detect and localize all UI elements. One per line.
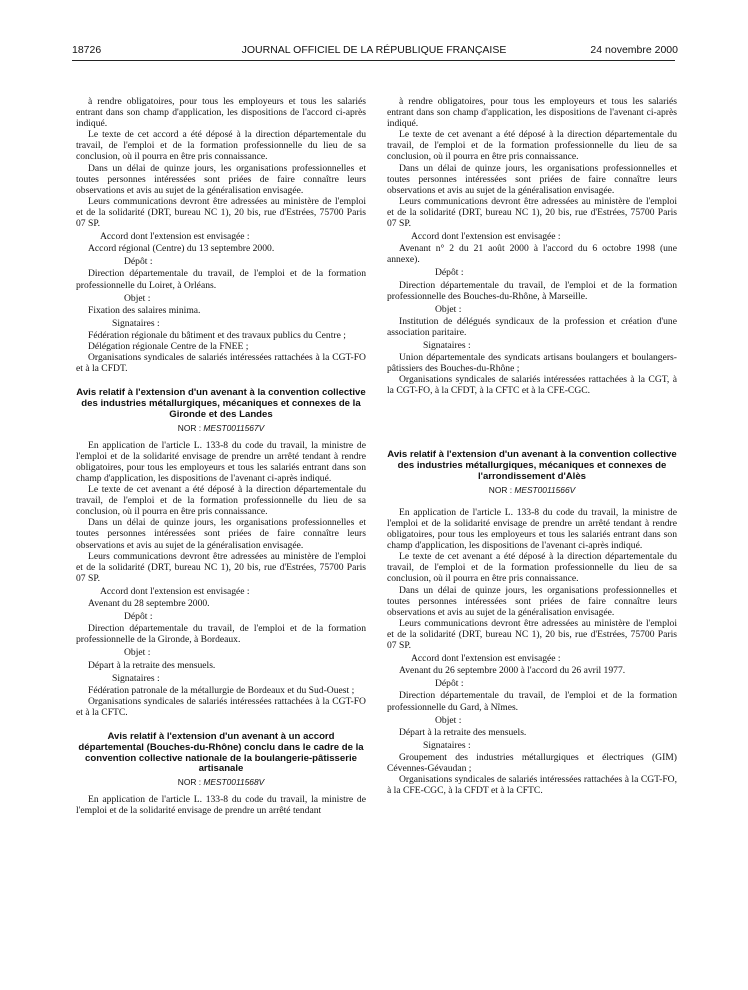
body-paragraph: En application de l'article L. 133-8 du code du travail, la ministre de l'emploi et de la solidarité envisage de prendre un arrêté tendant (76, 794, 366, 817)
left-column (76, 96, 366, 816)
section-label: Signataires : (112, 317, 160, 329)
notice-title: Avis relatif à l'extension d'un avenant à la convention collective des industries métallurgiques, mécaniques et connexes de la Gironde et des Landes (76, 387, 366, 420)
body-paragraph: Le texte de cet accord a été déposé à la direction départementale du travail, de l'emploi et de la formation professionnelle du lieu de sa conclusion, où il pourra en être pris connaissance. (76, 129, 366, 163)
section-label: Accord dont l'extension est envisagée : (100, 231, 250, 243)
depot-text: Direction départementale du travail, de l'emploi et de la formation professionnelle du Gard, à Nîmes. (387, 690, 677, 713)
signatory: Union départementale des syndicats artisans boulangers et boulangers-pâtissiers des Bouches-du-Rhône ; (387, 352, 677, 375)
accord-text: Avenant n° 2 du 21 août 2000 à l'accord du 6 octobre 1998 (une annexe). (387, 243, 677, 266)
body-paragraph: Dans un délai de quinze jours, les organisations professionnelles et toutes personnes intéressées sont priées de faire connaître leurs observations et avis au sujet de la généralisation envisagée. (76, 162, 366, 196)
body-paragraph: Dans un délai de quinze jours, les organisations professionnelles et toutes personnes intéressées sont priées de faire connaître leurs observations et avis au sujet de la généralisation envisagée. (76, 517, 366, 551)
body-paragraph: Dans un délai de quinze jours, les organisations professionnelles et toutes personnes intéressées sont priées de faire connaître leurs observations et avis au sujet de la généralisation envisagée. (387, 162, 677, 196)
signatory: Organisations syndicales de salariés intéressées rattachées à la CGT, à la CGT-FO, à la CFDT, à la CFTC et à la CFE-CGC. (387, 374, 677, 397)
header-rule (72, 60, 675, 61)
depot-text: Direction départementale du travail, de l'emploi et de la formation professionnelle de la Gironde, à Bordeaux. (76, 623, 366, 646)
journal-title: JOURNAL OFFICIEL DE LA RÉPUBLIQUE FRANÇAISE (241, 44, 507, 56)
section-label: Dépôt : (124, 256, 153, 268)
body-paragraph: Leurs communications devront être adressées au ministère de l'emploi et de la solidarité (DRT, bureau NC 1), 20 bis, rue d'Estrées, 75700 Paris 07 SP. (387, 195, 677, 230)
section-label: Accord dont l'extension est envisagée : (100, 585, 250, 597)
accord-text: Avenant du 26 septembre 2000 à l'accord du 26 avril 1977. (399, 665, 626, 677)
section-label: Objet : (124, 292, 151, 304)
nor-reference: NOR : MEST0011566V (488, 484, 576, 495)
signatory: Délégation régionale Centre de la FNEE ; (88, 340, 249, 352)
depot-text: Direction départementale du travail, de l'emploi et de la formation professionnelle du Loiret, à Orléans. (76, 268, 366, 291)
signatory: Organisations syndicales de salariés intéressées rattachées à la CGT-FO, à la CFE-CGC, à la CFDT et à la CFTC. (387, 774, 677, 797)
section-label: Signataires : (423, 339, 471, 351)
section-label: Dépôt : (435, 678, 464, 690)
signatory: Organisations syndicales de salariés intéressées rattachées à la CGT-FO et à la CFDT. (76, 352, 366, 375)
accord-text: Accord régional (Centre) du 13 septembre 2000. (88, 243, 275, 255)
body-paragraph: Leurs communications devront être adressées au ministère de l'emploi et de la solidarité (DRT, bureau NC 1), 20 bis, rue d'Estrées, 75700 Paris 07 SP. (387, 617, 677, 652)
section-label: Objet : (435, 714, 462, 726)
signatory: Fédération régionale du bâtiment et des travaux publics du Centre ; (88, 329, 346, 341)
nor-reference: NOR : MEST0011568V (177, 777, 265, 788)
signatory: Groupement des industries métallurgiques et électriques (GIM) Cévennes-Gévaudan ; (387, 751, 677, 774)
right-column (387, 96, 677, 796)
body-paragraph: En application de l'article L. 133-8 du code du travail, la ministre de l'emploi et de la solidarité envisage de prendre un arrêté tendant à rendre obligatoires, pour tous les employeurs et tous les salariés entrant dans son champ d'application, les dispositions de l'avenant ci-après indiqué. (76, 439, 366, 485)
body-paragraph: Le texte de cet avenant a été déposé à la direction départementale du travail, de l'emploi et de la formation professionnelle du lieu de sa conclusion, où il pourra en être pris connaissance. (387, 551, 677, 585)
objet-text: Institution de délégués syndicaux de la profession et création d'une association paritaire. (387, 315, 677, 338)
issue-date: 24 novembre 2000 (590, 44, 678, 56)
signatory: Organisations syndicales de salariés intéressées rattachées à la CGT-FO et à la CFTC. (76, 695, 366, 718)
body-paragraph: Leurs communications devront être adressées au ministère de l'emploi et de la solidarité (DRT, bureau NC 1), 20 bis, rue d'Estrées, 75700 Paris 07 SP. (76, 550, 366, 584)
body-paragraph: Dans un délai de quinze jours, les organisations professionnelles et toutes personnes intéressées sont priées de faire connaître leurs observations et avis au sujet de la généralisation envisagée. (387, 584, 677, 618)
objet-text: Départ à la retraite des mensuels. (399, 726, 527, 738)
body-paragraph: à rendre obligatoires, pour tous les employeurs et tous les salariés entrant dans son champ d'application, les dispositions de l'avenant ci-après indiqué. (387, 96, 677, 130)
notice-title: Avis relatif à l'extension d'un avenant à la convention collective des industries métallurgiques, mécaniques et connexes de l'arrondissement d'Alès (387, 449, 677, 483)
section-label: Signataires : (112, 672, 160, 684)
section-label: Objet : (435, 303, 462, 315)
section-gap (387, 396, 677, 436)
body-paragraph: Le texte de cet avenant a été déposé à la direction départementale du travail, de l'emploi et de la formation professionnelle du lieu de sa conclusion, où il pourra en être pris connaissance. (387, 129, 677, 163)
page-number: 18726 (72, 44, 102, 56)
accord-text: Avenant du 28 septembre 2000. (88, 598, 210, 610)
body-paragraph: à rendre obligatoires, pour tous les employeurs et tous les salariés entrant dans son champ d'application, les dispositions de l'accord ci-après indiqué. (76, 96, 366, 130)
section-label: Dépôt : (124, 611, 153, 623)
nor-reference: NOR : MEST0011567V (177, 422, 265, 433)
body-paragraph: Leurs communications devront être adressées au ministère de l'emploi et de la solidarité (DRT, bureau NC 1), 20 bis, rue d'Estrées, 75700 Paris 07 SP. (76, 195, 366, 230)
body-paragraph: Le texte de cet avenant a été déposé à la direction départementale du travail, de l'emploi et de la formation professionnelle du lieu de sa conclusion, où il pourra en être pris connaissance. (76, 484, 366, 518)
section-label: Accord dont l'extension est envisagée : (411, 231, 561, 243)
notice-title: Avis relatif à l'extension d'un avenant à un accord départemental (Bouches-du-Rhône) conclu dans le cadre de la convention collective nationale de la boulangerie-pâtisserie artisanale (78, 730, 364, 775)
body-paragraph: En application de l'article L. 133-8 du code du travail, la ministre de l'emploi et de la solidarité envisage de prendre un arrêté tendant à rendre obligatoires, pour tous les employeurs et tous les salariés entrant dans son champ d'application, les dispositions de l'avenant ci-après indiqué. (387, 506, 677, 552)
depot-text: Direction départementale du travail, de l'emploi et de la formation professionnelle des Bouches-du-Rhône, à Marseille. (387, 279, 677, 302)
objet-text: Fixation des salaires minima. (88, 304, 201, 316)
section-label: Objet : (124, 647, 151, 659)
signatory: Fédération patronale de la métallurgie de Bordeaux et du Sud-Ouest ; (88, 684, 355, 696)
section-label: Accord dont l'extension est envisagée : (411, 653, 561, 665)
section-label: Signataires : (423, 739, 471, 751)
objet-text: Départ à la retraite des mensuels. (88, 659, 216, 671)
section-label: Dépôt : (435, 267, 464, 279)
